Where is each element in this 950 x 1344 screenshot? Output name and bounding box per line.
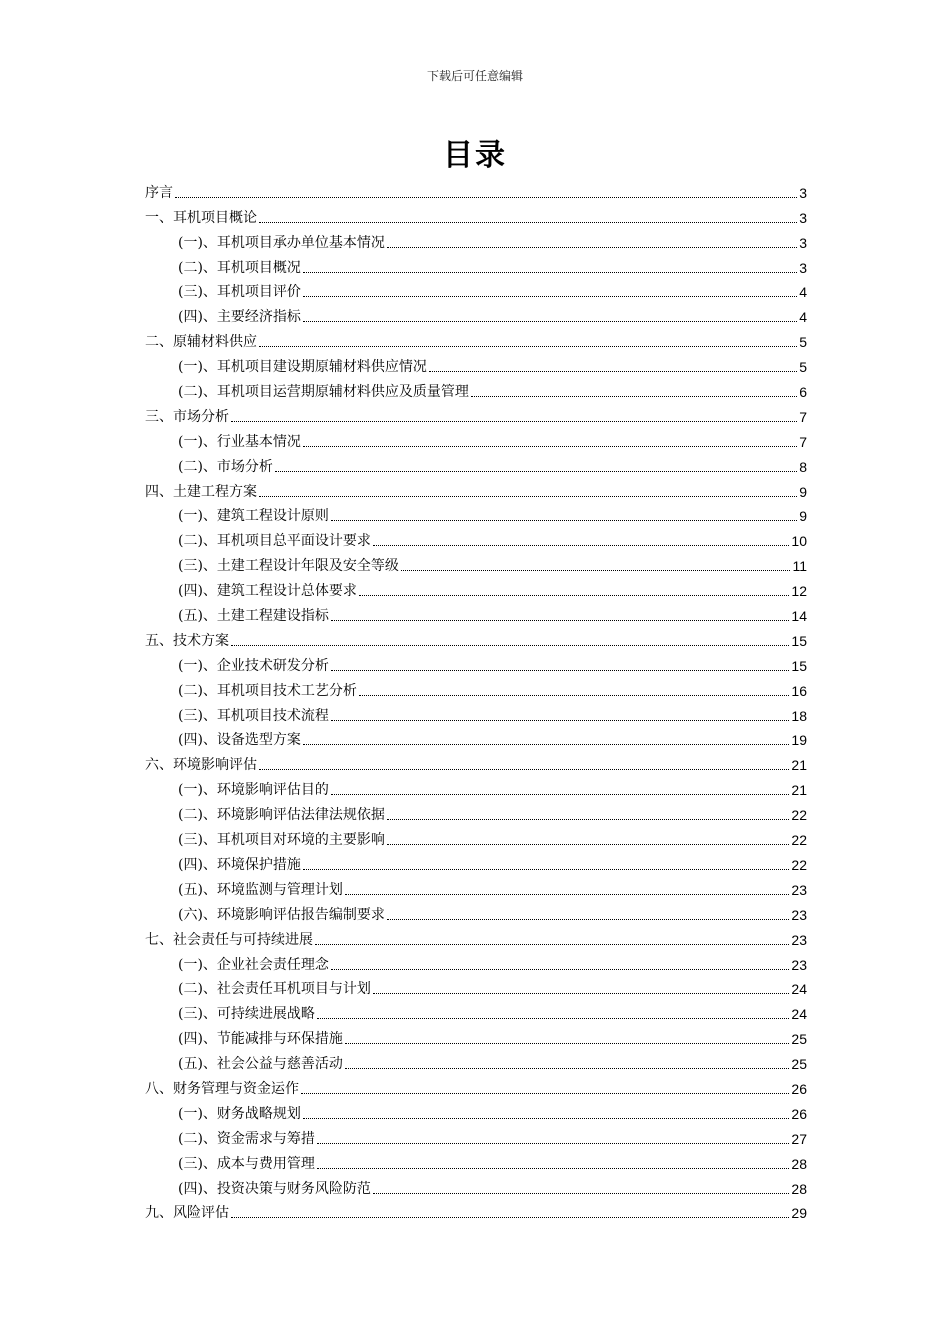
toc-entry-label: 四、土建工程方案: [145, 483, 257, 500]
toc-entry-label: (一)、企业社会责任理念: [178, 956, 329, 973]
toc-entry-page: 9: [799, 483, 807, 500]
toc-entry-label: (二)、环境影响评估法律法规依据: [178, 807, 385, 824]
toc-entry-label: (一)、企业技术研发分析: [178, 657, 329, 674]
dot-leader: [331, 620, 789, 621]
dot-leader: [231, 1217, 789, 1218]
dot-leader: [317, 1143, 789, 1144]
toc-entry-page: 4: [799, 284, 807, 301]
toc-entry-page: 22: [791, 807, 807, 824]
toc-entry-label: (一)、环境影响评估目的: [178, 782, 329, 799]
toc-entry-page: 21: [791, 757, 807, 774]
dot-leader: [401, 570, 791, 571]
toc-entry-label: (四)、建筑工程设计总体要求: [178, 583, 357, 600]
dot-leader: [231, 421, 797, 422]
dot-leader: [471, 396, 797, 397]
toc-entry-page: 26: [791, 1105, 807, 1122]
dot-leader: [301, 1093, 789, 1094]
toc-entry-label: (二)、耳机项目概况: [178, 259, 301, 276]
toc-entry-subsection[interactable]: [145, 501, 807, 526]
toc-entry-subsection[interactable]: [145, 1023, 807, 1048]
dot-leader: [345, 1043, 789, 1044]
toc-entry-page: 5: [799, 334, 807, 351]
toc-entry-section[interactable]: [145, 749, 807, 774]
dot-leader: [373, 545, 789, 546]
toc-entry-section[interactable]: [145, 202, 807, 227]
toc-entry-label: 一、耳机项目概论: [145, 209, 257, 226]
dot-leader: [303, 272, 797, 273]
toc-entry-label: (六)、环境影响评估报告编制要求: [178, 906, 385, 923]
toc-entry-label: (一)、建筑工程设计原则: [178, 508, 329, 525]
toc-entry-subsection[interactable]: [145, 799, 807, 824]
toc-entry-subsection[interactable]: [145, 974, 807, 999]
toc-entry-subsection[interactable]: [145, 874, 807, 899]
toc-entry-subsection[interactable]: [145, 301, 807, 326]
toc-entry-label: (三)、可持续进展战略: [178, 1006, 315, 1023]
dot-leader: [303, 1118, 789, 1119]
toc-entry-page: 12: [791, 583, 807, 600]
toc-entry-page: 11: [792, 558, 807, 575]
toc-entry-label: 五、技术方案: [145, 632, 229, 649]
toc-entry-label: 三、市场分析: [145, 408, 229, 425]
toc-entry-page: 3: [799, 184, 807, 201]
toc-entry-subsection[interactable]: [145, 376, 807, 401]
toc-entry-label: (三)、耳机项目对环境的主要影响: [178, 832, 385, 849]
toc-entry-label: (三)、耳机项目评价: [178, 284, 301, 301]
toc-entry-page: 22: [791, 856, 807, 873]
toc-entry-page: 5: [799, 359, 807, 376]
toc-entry-section[interactable]: [145, 1073, 807, 1098]
toc-entry-page: 4: [799, 309, 807, 326]
toc-entry-label: (四)、环境保护措施: [178, 856, 301, 873]
toc-entry-page: 22: [791, 832, 807, 849]
dot-leader: [317, 1018, 789, 1019]
dot-leader: [373, 993, 789, 994]
dot-leader: [231, 645, 789, 646]
toc-entry-subsection[interactable]: [145, 525, 807, 550]
toc-entry-label: (三)、成本与费用管理: [178, 1155, 315, 1172]
toc-entry-label: (四)、节能减排与环保措施: [178, 1031, 343, 1048]
toc-entry-page: 24: [791, 981, 807, 998]
toc-entry-page: 23: [791, 881, 807, 898]
dot-leader: [359, 595, 789, 596]
dot-leader: [303, 446, 797, 447]
toc-entry-page: 23: [791, 956, 807, 973]
toc-entry-subsection[interactable]: [145, 1098, 807, 1123]
dot-leader: [331, 794, 789, 795]
toc-entry-label: (一)、耳机项目建设期原辅材料供应情况: [178, 359, 427, 376]
toc-entry-page: 21: [791, 782, 807, 799]
toc-entry-page: 7: [799, 408, 807, 425]
toc-entry-page: 23: [791, 906, 807, 923]
toc-entry-page: 19: [791, 732, 807, 749]
toc-entry-label: (四)、设备选型方案: [178, 732, 301, 749]
dot-leader: [259, 496, 797, 497]
toc-entry-page: 18: [791, 707, 807, 724]
page-header: 下载后可任意编辑: [426, 69, 523, 83]
dot-leader: [429, 371, 797, 372]
dot-leader: [359, 695, 789, 696]
toc-entry-section[interactable]: [145, 401, 807, 426]
toc-entry-label: (五)、土建工程建设指标: [178, 608, 329, 625]
toc-entry-subsection[interactable]: [145, 650, 807, 675]
toc-entry-page: 28: [791, 1155, 807, 1172]
dot-leader: [387, 919, 789, 920]
toc-title: 目录: [443, 138, 507, 173]
toc-entry-page: 8: [799, 458, 807, 475]
toc-entry-label: (五)、环境监测与管理计划: [178, 881, 343, 898]
toc-entry-label: (四)、主要经济指标: [178, 309, 301, 326]
dot-leader: [345, 894, 789, 895]
table-of-contents: [145, 177, 807, 1222]
toc-entry-subsection[interactable]: [145, 1148, 807, 1173]
toc-entry-subsection[interactable]: [145, 998, 807, 1023]
toc-entry-subsection[interactable]: [145, 725, 807, 750]
dot-leader: [387, 819, 789, 820]
toc-entry-page: 10: [791, 533, 807, 550]
toc-entry-page: 25: [791, 1031, 807, 1048]
toc-entry-label: 二、原辅材料供应: [145, 334, 257, 351]
toc-entry-subsection[interactable]: [145, 227, 807, 252]
toc-entry-label: (二)、市场分析: [178, 458, 273, 475]
toc-entry-page: 3: [799, 259, 807, 276]
toc-entry-label: (三)、耳机项目技术流程: [178, 707, 329, 724]
toc-entry-subsection[interactable]: [145, 899, 807, 924]
toc-entry-page: 24: [791, 1006, 807, 1023]
toc-entry-subsection[interactable]: [145, 252, 807, 277]
toc-entry-label: (二)、耳机项目运营期原辅材料供应及质量管理: [178, 384, 469, 401]
dot-leader: [315, 944, 789, 945]
dot-leader: [259, 346, 797, 347]
toc-entry-subsection[interactable]: [145, 600, 807, 625]
toc-entry-label: (一)、财务战略规划: [178, 1105, 301, 1122]
toc-entry-label: 九、风险评估: [145, 1205, 229, 1222]
toc-entry-page: 25: [791, 1056, 807, 1073]
toc-entry-subsection[interactable]: [145, 575, 807, 600]
toc-entry-section[interactable]: [145, 924, 807, 949]
toc-entry-page: 26: [791, 1080, 807, 1097]
toc-entry-subsection[interactable]: [145, 774, 807, 799]
toc-entry-subsection[interactable]: [145, 700, 807, 725]
dot-leader: [275, 471, 797, 472]
toc-entry-label: (一)、行业基本情况: [178, 433, 301, 450]
toc-entry-section[interactable]: [145, 476, 807, 501]
toc-entry-subsection[interactable]: [145, 426, 807, 451]
toc-entry-page: 14: [791, 608, 807, 625]
toc-entry-page: 15: [791, 657, 807, 674]
toc-entry-section[interactable]: [145, 177, 807, 202]
dot-leader: [303, 321, 797, 322]
toc-entry-subsection[interactable]: [145, 351, 807, 376]
toc-entry-subsection[interactable]: [145, 277, 807, 302]
toc-entry-subsection[interactable]: [145, 550, 807, 575]
dot-leader: [387, 844, 789, 845]
dot-leader: [387, 247, 797, 248]
toc-entry-subsection[interactable]: [145, 849, 807, 874]
dot-leader: [373, 1193, 789, 1194]
toc-entry-subsection[interactable]: [145, 675, 807, 700]
dot-leader: [175, 197, 797, 198]
toc-entry-page: 23: [791, 931, 807, 948]
toc-entry-subsection[interactable]: [145, 824, 807, 849]
toc-entry-page: 15: [791, 632, 807, 649]
toc-entry-page: 29: [791, 1205, 807, 1222]
dot-leader: [331, 670, 789, 671]
toc-entry-page: 7: [799, 433, 807, 450]
toc-entry-page: 3: [799, 234, 807, 251]
toc-entry-label: (一)、耳机项目承办单位基本情况: [178, 234, 385, 251]
toc-entry-page: 6: [799, 384, 807, 401]
dot-leader: [317, 1168, 789, 1169]
toc-entry-page: 16: [791, 682, 807, 699]
toc-entry-page: 9: [799, 508, 807, 525]
toc-entry-section[interactable]: [145, 1198, 807, 1223]
toc-entry-subsection[interactable]: [145, 1123, 807, 1148]
toc-entry-section[interactable]: [145, 326, 807, 351]
toc-entry-section[interactable]: [145, 625, 807, 650]
toc-entry-label: (三)、土建工程设计年限及安全等级: [178, 558, 399, 575]
toc-entry-page: 3: [799, 209, 807, 226]
dot-leader: [303, 744, 789, 745]
toc-entry-subsection[interactable]: [145, 949, 807, 974]
toc-entry-label: 八、财务管理与资金运作: [145, 1080, 299, 1097]
toc-entry-label: 六、环境影响评估: [145, 757, 257, 774]
toc-entry-label: (二)、社会责任耳机项目与计划: [178, 981, 371, 998]
toc-entry-subsection[interactable]: [145, 1173, 807, 1198]
dot-leader: [331, 969, 789, 970]
toc-entry-label: (四)、投资决策与财务风险防范: [178, 1180, 371, 1197]
dot-leader: [345, 1068, 789, 1069]
toc-entry-page: 27: [791, 1130, 807, 1147]
dot-leader: [303, 296, 797, 297]
toc-entry-label: (五)、社会公益与慈善活动: [178, 1056, 343, 1073]
dot-leader: [303, 869, 789, 870]
toc-entry-subsection[interactable]: [145, 1048, 807, 1073]
dot-leader: [259, 769, 789, 770]
dot-leader: [331, 720, 789, 721]
toc-entry-subsection[interactable]: [145, 451, 807, 476]
toc-entry-label: (二)、耳机项目总平面设计要求: [178, 533, 371, 550]
toc-entry-label: 序言: [145, 184, 173, 201]
toc-entry-label: (二)、耳机项目技术工艺分析: [178, 682, 357, 699]
toc-entry-page: 28: [791, 1180, 807, 1197]
toc-entry-label: (二)、资金需求与筹措: [178, 1130, 315, 1147]
toc-entry-label: 七、社会责任与可持续进展: [145, 931, 313, 948]
dot-leader: [331, 520, 797, 521]
dot-leader: [259, 222, 797, 223]
